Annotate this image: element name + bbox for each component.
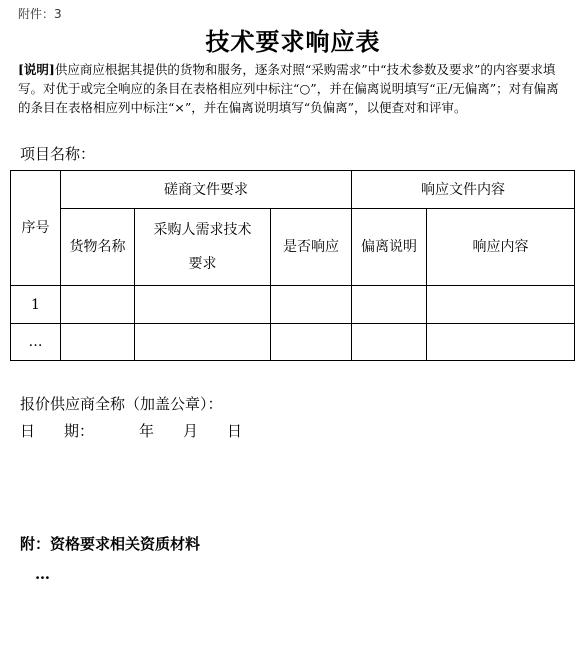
table-row <box>11 324 575 361</box>
project-name-label: 项目名称： <box>20 145 96 163</box>
cell-requirement[interactable] <box>135 324 271 361</box>
cell-content[interactable] <box>427 324 575 361</box>
date-month: 月 <box>183 422 199 440</box>
appendix-ellipsis: … <box>35 565 50 583</box>
header-is-responsive: 是否响应 <box>271 209 352 286</box>
date-label-a: 日 <box>20 422 36 440</box>
header-consult-requirements: 磋商文件要求 <box>61 171 352 209</box>
row-index: 1 <box>11 286 61 324</box>
cell-deviation[interactable] <box>352 324 427 361</box>
header-index: 序号 <box>11 171 61 286</box>
instruction-note <box>18 60 568 117</box>
cell-goods[interactable] <box>61 324 135 361</box>
date-year: 年 <box>139 422 155 440</box>
row-index: … <box>11 324 61 361</box>
header-content: 响应内容 <box>427 209 575 286</box>
attachment-label: 附件：3 <box>18 7 62 21</box>
header-tech-requirement <box>135 209 271 286</box>
header-tech-requirement-line2: 要求 <box>188 256 217 272</box>
header-response-content: 响应文件内容 <box>352 171 575 209</box>
date-label-b: 期： <box>64 422 95 440</box>
page-title: 技术要求响应表 <box>205 27 381 56</box>
cell-responsive[interactable] <box>271 286 352 324</box>
note-text: 供应商应根据其提供的货物和服务，逐条对照“采购需求”中“技术参数及要求”的内容要求填写。对优于或完全响应的条目在表格相应列中标注“○”，并在偏离说明填写“正/无偏离”；对有偏离的条目在表格相应列中标注“×”，并在偏离说明填写“负偏离”，以便查对和评审。 <box>18 62 559 115</box>
table-row <box>11 286 575 324</box>
cell-content[interactable] <box>427 286 575 324</box>
date-line <box>20 420 242 441</box>
header-tech-requirement-line1: 采购人需求技术 <box>153 222 252 238</box>
date-day: 日 <box>227 422 243 440</box>
supplier-name-label: 报价供应商全称（加盖公章）： <box>20 395 223 413</box>
header-deviation-note: 偏离说明 <box>352 209 427 286</box>
response-table <box>10 170 575 361</box>
note-label: [说明] <box>18 62 55 77</box>
cell-goods[interactable] <box>61 286 135 324</box>
cell-deviation[interactable] <box>352 286 427 324</box>
cell-responsive[interactable] <box>271 324 352 361</box>
appendix-title: 附：资格要求相关资质材料 <box>20 535 201 553</box>
header-goods-name: 货物名称 <box>61 209 135 286</box>
cell-requirement[interactable] <box>135 286 271 324</box>
